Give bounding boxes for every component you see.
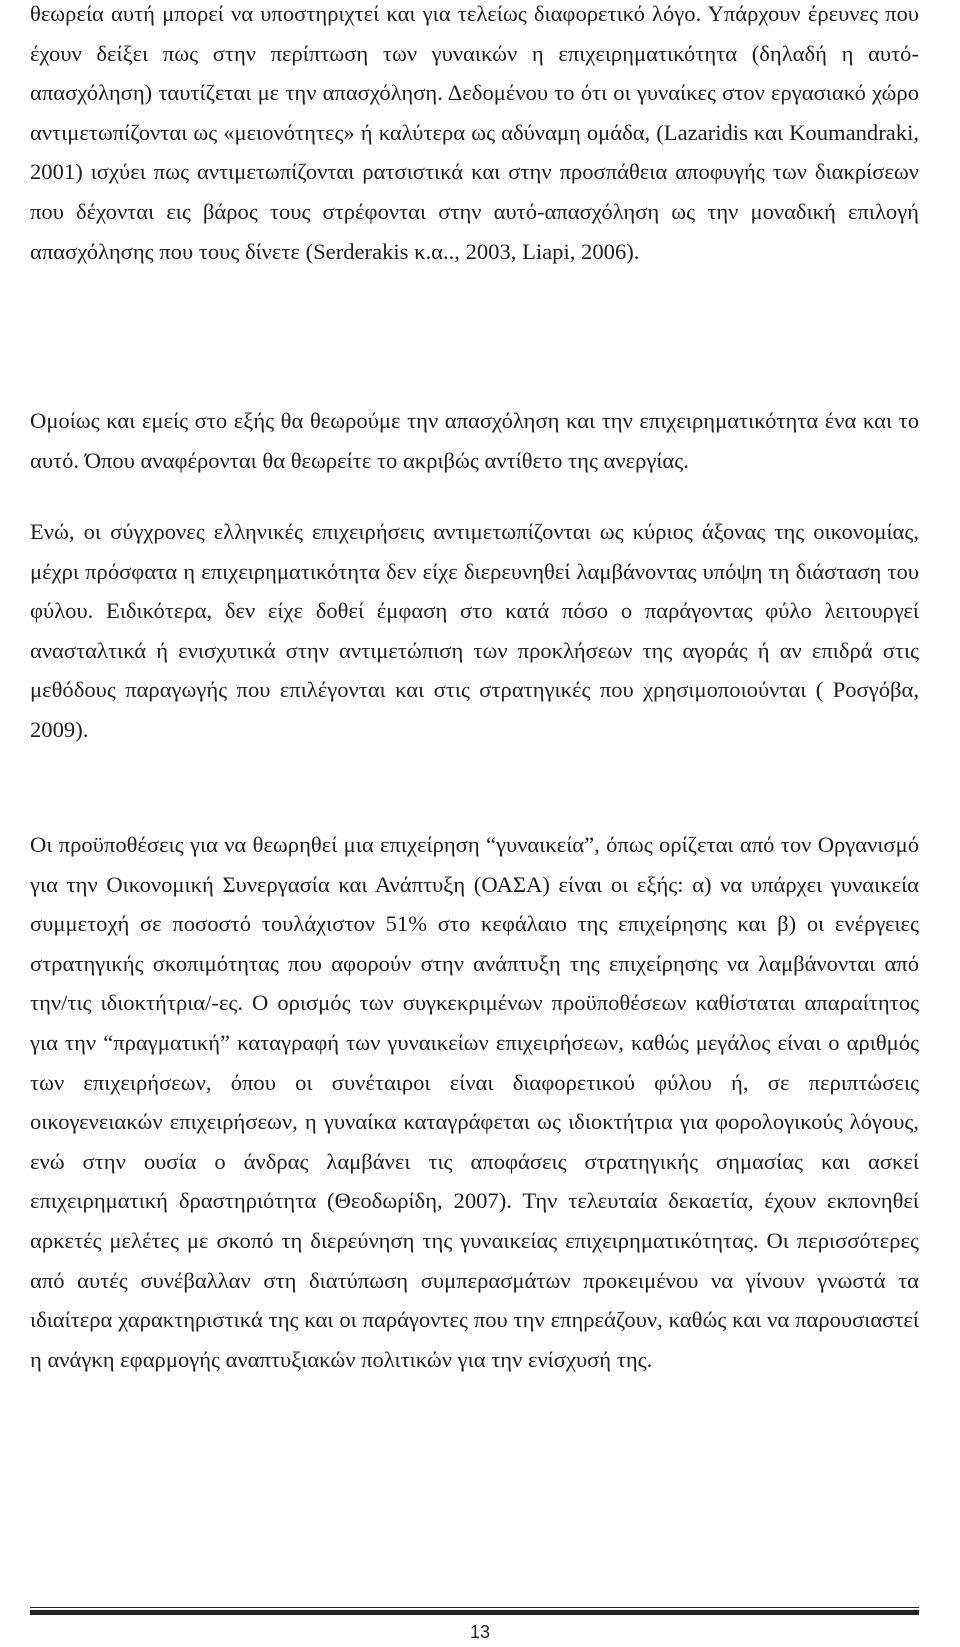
paragraph-3: Ενώ, οι σύγχρονες ελληνικές επιχειρήσεις αντιμετωπίζονται ως κύριος άξονας της οικονομίας, μέχρι πρόσφατα η επιχειρηματικότητα δεν είχε διερευνηθεί λαμβάνοντας υπόψη τη διάσταση του φύλου. Ειδικότερα, δεν είχε δοθεί έμφαση στο κατά πόσο ο παράγοντας φύλο λειτουργεί ανασταλτικά ή ενισχυτικά στην αντιμετώπιση των προκλήσεων της αγοράς ή αν επιδρά στις μεθόδους παραγωγής που επιλέγονται και στις στρατηγικές που χρησιμοποιούνται ( Ρoσγόβα, 2009). bbox=[30, 519, 919, 742]
footer-rule-thick bbox=[30, 1610, 919, 1615]
page-number: 13 bbox=[469, 1622, 491, 1642]
footer-rule bbox=[30, 1607, 919, 1608]
paragraph-2: Ομοίως και εμείς στο εξής θα θεωρούμε την απασχόληση και την επιχειρηματικότητα ένα και το αυτό. Όπου αναφέρονται θα θεωρείτε το ακριβώς αντίθετο της ανεργίας. bbox=[30, 408, 919, 473]
paragraph-1: θεωρεία αυτή μπορεί να υποστηριχτεί και για τελείως διαφορετικό λόγο. Υπάρχουν έρευνες που έχουν δείξει πως στην περίπτωση των γυναικών η επιχειρηματικότητα (δηλαδή η αυτό-απασχόληση) ταυτίζεται με την απασχόληση. Δεδομένου το ότι οι γυναίκες στον εργασιακό χώρο αντιμετωπίζονται ως «μειονότητες» ή καλύτερα ως αδύναμη ομάδα, (Lazaridis και Koumandraki, 2001) ισχύει πως αντιμετωπίζονται ρατσιστικά και στην προσπάθεια αποφυγής των διακρίσεων που δέχονται εις βάρος τους στρέφονται στην αυτό-απασχόληση ως την μοναδική επιλογή απασχόλησης που τους δίνετε (Serderakis κ.α.., 2003, Liapi, 2006). bbox=[30, 1, 919, 264]
paragraph-4: Οι προϋποθέσεις για να θεωρηθεί μια επιχείρηση “γυναικεία”, όπως ορίζεται από τον Οργανισμό για την Οικονομική Συνεργασία και Ανάπτυξη (ΟΑΣΑ) είναι οι εξής: α) να υπάρχει γυναικεία συμμετοχή σε ποσοστό τουλάχιστον 51% στο κεφάλαιο της επιχείρησης και β) οι ενέργειες στρατηγικής σκοπιμότητας που αφορούν στην ανάπτυξη της επιχείρησης να λαμβάνονται από την/τις ιδιοκτήτρια/-ες. Ο ορισμός των συγκεκριμένων προϋποθέσεων καθίσταται απαραίτητος για την “πραγματική” καταγραφή των γυναικείων επιχειρήσεων, καθώς μεγάλος είναι ο αριθμός των επιχειρήσεων, όπου οι συνέταιροι είναι διαφορετικού φύλου ή, σε περιπτώσεις οικογενειακών επιχειρήσεων, η γυναίκα καταγράφεται ως ιδιοκτήτρια για φορολογικούς λόγους, ενώ στην ουσία ο άνδρας λαμβάνει τις αποφάσεις στρατηγικής σημασίας και ασκεί επιχειρηματική δραστηριότητα (Θεοδωρίδη, 2007). Την τελευταία δεκαετία, έχουν εκπονηθεί αρκετές μελέτες με σκοπό τη διερεύνηση της γυναικείας επιχειρηματικότητας. Οι περισσότερες από αυτές συνέβαλλαν στη διατύπωση συμπερασμάτων προκειμένου να γίνουν γνωστά τα ιδιαίτερα χαρακτηριστικά της και οι παράγοντες που την επηρεάζουν, καθώς και να παρουσιαστεί η ανάγκη εφαρμογής αναπτυξιακών πολιτικών για την ενίσχυσή της. bbox=[30, 832, 919, 1372]
